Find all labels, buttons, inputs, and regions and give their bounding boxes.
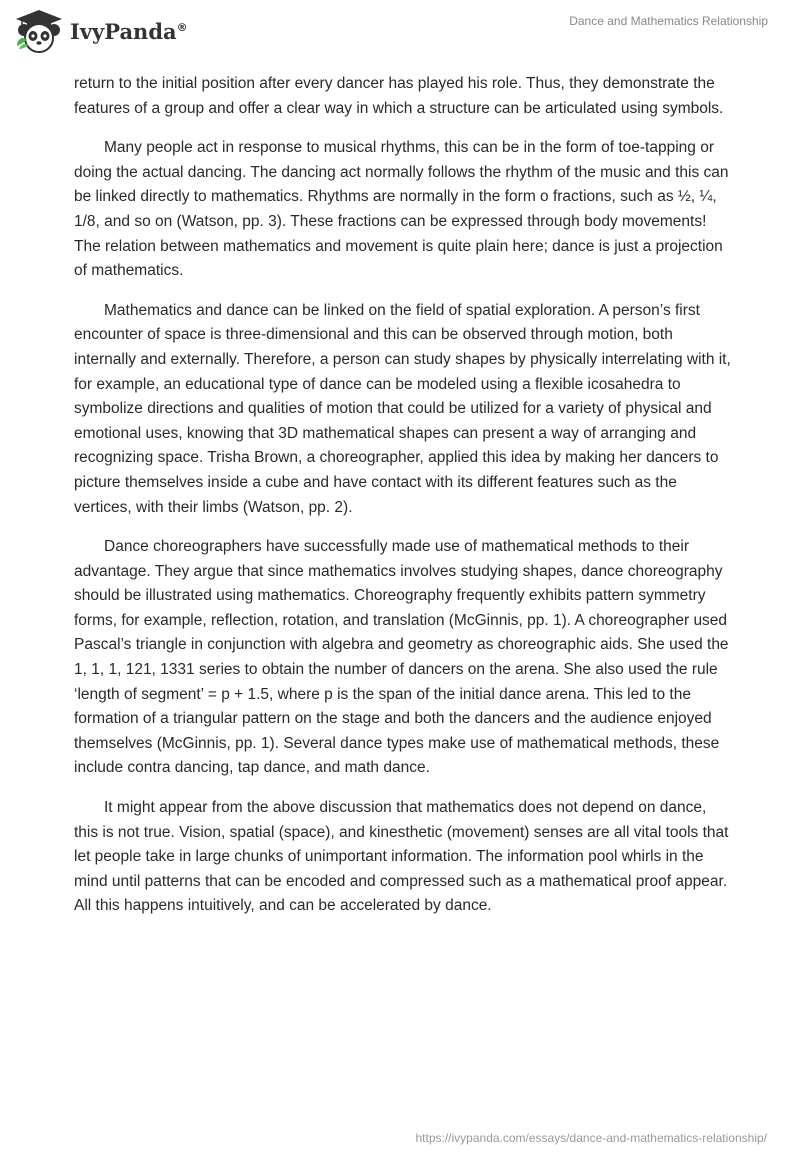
paragraph-5: It might appear from the above discussion that mathematics does not depend on dance, this is not true. Vision, spatial (space), and kinesthetic (movement) senses are all vital tools that let people take in large chunks of unimportant information. The information pool whirls in the mind until patterns that can be encoded and compressed such as a mathematical proof appear. All this happens intuitively, and can be accelerated by dance. (74, 799, 729, 915)
brand-name: IvyPanda (70, 18, 177, 44)
page-header (0, 0, 800, 70)
paragraph-3: Mathematics and dance can be linked on the field of spatial exploration. A person’s first encounter of space is three-dimensional and this can be observed through motion, both internally and externally. Therefore, a person can study shapes by physically interrelating with it, for example, an educational type of dance can be modeled using a flexible icosahedra to symbolize directions and qualities of motion that could be utilized for a variety of physical and emotional uses, knowing that 3D mathematical shapes can present a way of arranging and recognizing space. Trisha Brown, a choreographer, applied this idea by making her dancers to picture themselves inside a cube and have contact with its different features such as the vertices, with their limbs (Watson, pp. 2). (74, 301, 731, 516)
panda-graduate-icon (14, 8, 64, 54)
paragraph-4: Dance choreographers have successfully made use of mathematical methods to their advantage. They argue that since mathematics involves studying shapes, dance choreography should be illustrated using mathematics. Choreography frequently exhibits pattern symmetry forms, for example, reflection, rotation, and translation (McGinnis, pp. 1). A choreographer used Pascal’s triangle in conjunction with algebra and geometry as choreographic aids. She used the 1, 1, 1, 121, 1331 series to obtain the number of dancers on the arena. She also used the rule ‘length of segment’ = p + 1.5, where p is the span of the initial dance arena. This led to the formation of a triangular pattern on the stage and both the dancers and the audience enjoyed themselves (McGinnis, pp. 1). Several dance types make use of mathematical methods, these include contra dancing, tap dance, and math dance. (74, 538, 729, 777)
registered-mark: ® (176, 20, 188, 34)
essay-body (74, 72, 734, 934)
document-title: Dance and Mathematics Relationship (569, 14, 768, 28)
paragraph-2: Many people act in response to musical rhythms, this can be in the form of toe-tapping or doing the actual dancing. The dancing act normally follows the rhythm of the music and this can be linked directly to mathematics. Rhythms are normally in the form o fractions, such as ½, ¼, 1/8, and so on (Watson, pp. 3). These fractions can be expressed through body movements! The relation between mathematics and movement is quite plain here; dance is just a projection of mathematics. (74, 139, 729, 280)
logo-wordmark (70, 19, 188, 44)
ivypanda-logo[interactable] (14, 8, 188, 54)
paragraph-1: return to the initial position after every dancer has played his role. Thus, they demonstrate the features of a group and offer a clear way in which a structure can be articulated using symbols. (74, 75, 724, 117)
source-url-link[interactable]: https://ivypanda.com/essays/dance-and-mathematics-relationship/ (415, 1131, 767, 1145)
